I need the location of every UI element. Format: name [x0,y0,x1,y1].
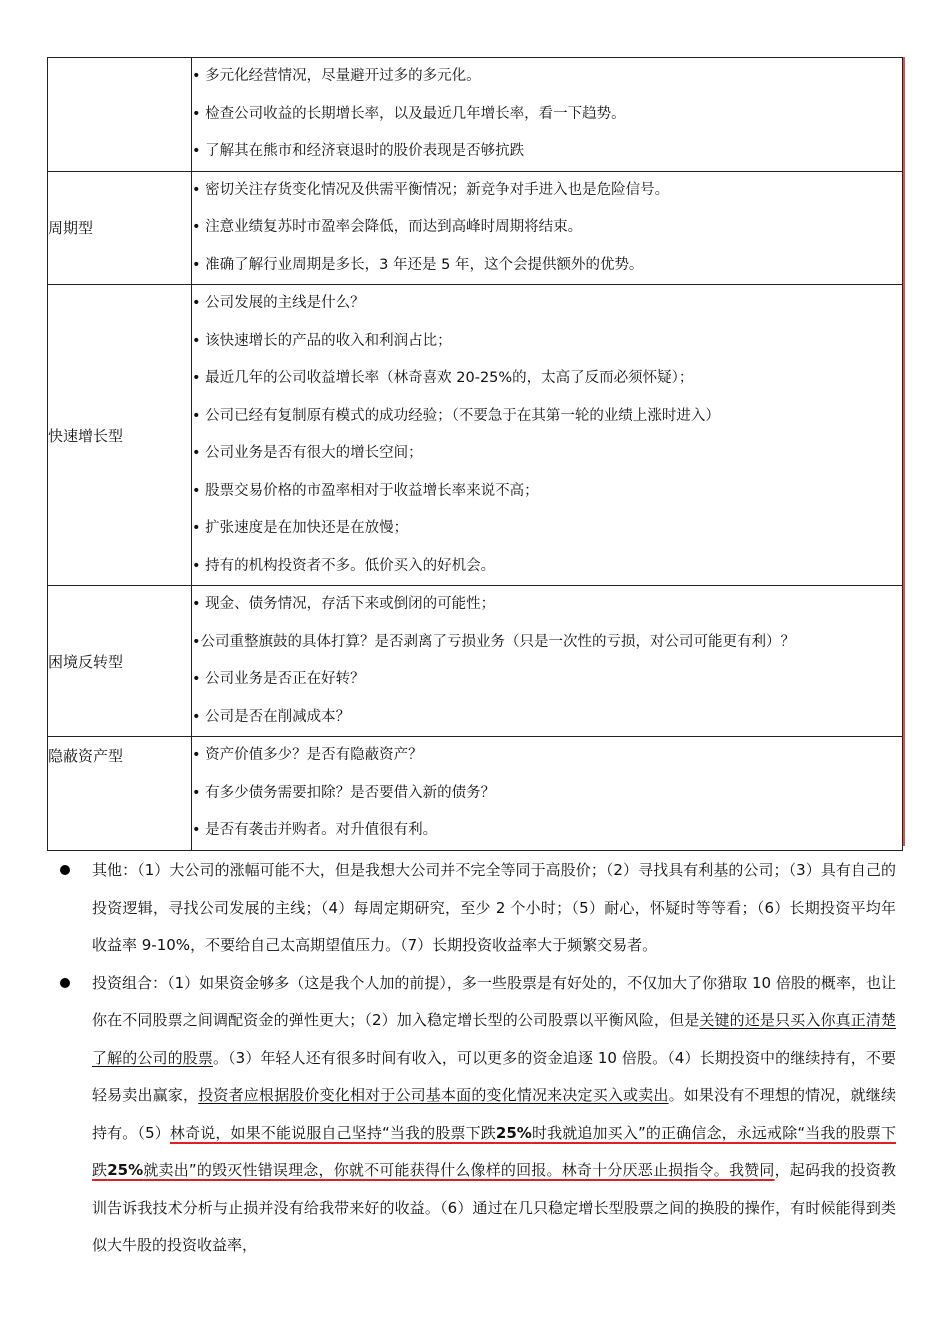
checklist-item: • 准确了解行业周期是多长，3 年还是 5 年，这个会提供额外的优势。 [192,256,644,273]
red-underlined-bold-text: 25% [107,1161,144,1179]
table-row [48,586,903,737]
other-notes-paragraph [60,852,896,965]
checklist-item: • 是否有袭击并购者。对升值很有利。 [192,822,438,838]
paragraph-text: 投资组合：（1）如果资金够多（这是我个人加的前提），多一些股票是有好处的，不仅加大了你猎取 10 倍股的概率，也让你在不同股票之间调配资金的弹性更大；（2）加入稳定增长型的公司股票以平衡风险，但是 [92,973,896,1029]
notes-section [60,852,896,1265]
checklist-item: • 有多少债务需要扣除？是否要借入新的债务？ [192,784,496,801]
checklist-item: • 公司是否在削减成本？ [192,708,351,725]
stock-type-checklist-table [47,57,903,851]
margin-marker-line [903,57,905,846]
category-cell: 快速增长型 [48,285,192,586]
checklist-item: • 公司发展的主线是什么？ [192,295,365,311]
checklist-item: • 公司业务是否正在好转？ [192,671,365,687]
underlined-text: 投资者应根据股价变化相对于公司基本面的变化情况来决定买入或卖出 [198,1086,669,1104]
table-row [48,737,903,851]
paragraph-text: 。（3）年轻人还有很多时间有收入，可以更多的资金追逐 10 倍股。（4）长期投资中的继续持有，不要轻易卖出赢家， [92,1048,896,1104]
checklist-item: • 了解其在熊市和经济衰退时的股价表现是否够抗跌 [192,143,525,159]
checklist-item: • 检查公司收益的长期增长率，以及最近几年增长率，看一下趋势。 [192,105,626,122]
underlined-text: 关键的还是只买入你真正清楚了解的公司的股票 [92,1011,896,1067]
category-cell: 周期型 [48,171,192,285]
checklist-cell [192,58,903,172]
checklist-item: • 密切关注存货变化情况及供需平衡情况；新竞争对手进入也是危险信号。 [192,181,670,198]
red-underlined-text: 林奇说，如果不能说服自己坚持“当我的股票下跌 [169,1123,496,1142]
checklist-item: • 扩张速度是在加快还是在放慢； [192,520,409,536]
category-cell: 困境反转型 [48,586,192,737]
table-row [48,171,903,285]
checklist-item: • 公司业务是否有很大的增长空间； [192,445,423,461]
table-row [48,285,903,586]
red-underlined-text: 就卖出”的毁灭性错误理念，你就不可能获得什么像样的回报。林奇十分厌恶止损指令。我赞同 [143,1161,775,1179]
category-cell [48,58,192,172]
checklist-item: • 该快速增长的产品的收入和利润占比； [192,332,452,349]
checklist-cell [192,285,903,586]
paragraph-text: 。如果没有不理想的情况，就继续持有。（5） [92,1086,896,1142]
checklist-item: • 公司已经有复制原有模式的成功经验；（不要急于在其第一轮的业绩上涨时进入） [192,407,720,424]
checklist-item: •公司重整旗鼓的具体打算？是否剥离了亏损业务（只是一次性的亏损，对公司可能更有利）？ [192,633,796,650]
table-row [48,58,903,172]
checklist-cell [192,737,903,851]
checklist-cell [192,171,903,285]
category-cell: 隐蔽资产型 [48,737,192,851]
bullet-dot-icon [60,865,70,875]
checklist-item: • 最近几年的公司收益增长率（林奇喜欢 20-25%的，太高了反而必须怀疑）； [192,370,694,386]
red-underlined-bold-text: 25% [495,1123,532,1142]
red-underlined-text: 时我就追加买入”的正确信念，永远戒除“当我的股票下跌 [92,1123,896,1179]
checklist-item: • 持有的机构投资者不多。低价买入的好机会。 [192,557,496,574]
checklist-item: • 股票交易价格的市盈率相对于收益增长率来说不高； [192,482,539,499]
portfolio-paragraph [60,965,896,1265]
checklist-item: • 现金、债务情况，存活下来或倒闭的可能性； [192,596,496,612]
checklist-cell [192,586,903,737]
paragraph-text: 其他：（1）大公司的涨幅可能不大，但是我想大公司并不完全等同于高股价；（2）寻找具有利基的公司；（3）具有自己的投资逻辑，寻找公司发展的主线；（4）每周定期研究，至少 2 个小时；（5）耐心，怀疑时等等看；（6）长期投资平均年收益率 9-10%，不要给自己太高期望值压力。（7）长期投资收益率大于频繁交易者。 [92,861,896,954]
checklist-item: • 多元化经营情况，尽量避开过多的多元化。 [192,68,481,84]
paragraph-text: ，起码我的投资教训告诉我技术分析与止损并没有给我带来好的收益。（6）通过在几只稳定增长型股票之间的换股的操作，有时候能得到类似大牛股的投资收益率， [92,1161,896,1254]
bullet-dot-icon [60,978,70,988]
checklist-item: • 注意业绩复苏时市盈率会降低，而达到高峰时周期将结束。 [192,219,583,235]
checklist-item: • 资产价值多少？是否有隐蔽资产？ [192,747,423,763]
